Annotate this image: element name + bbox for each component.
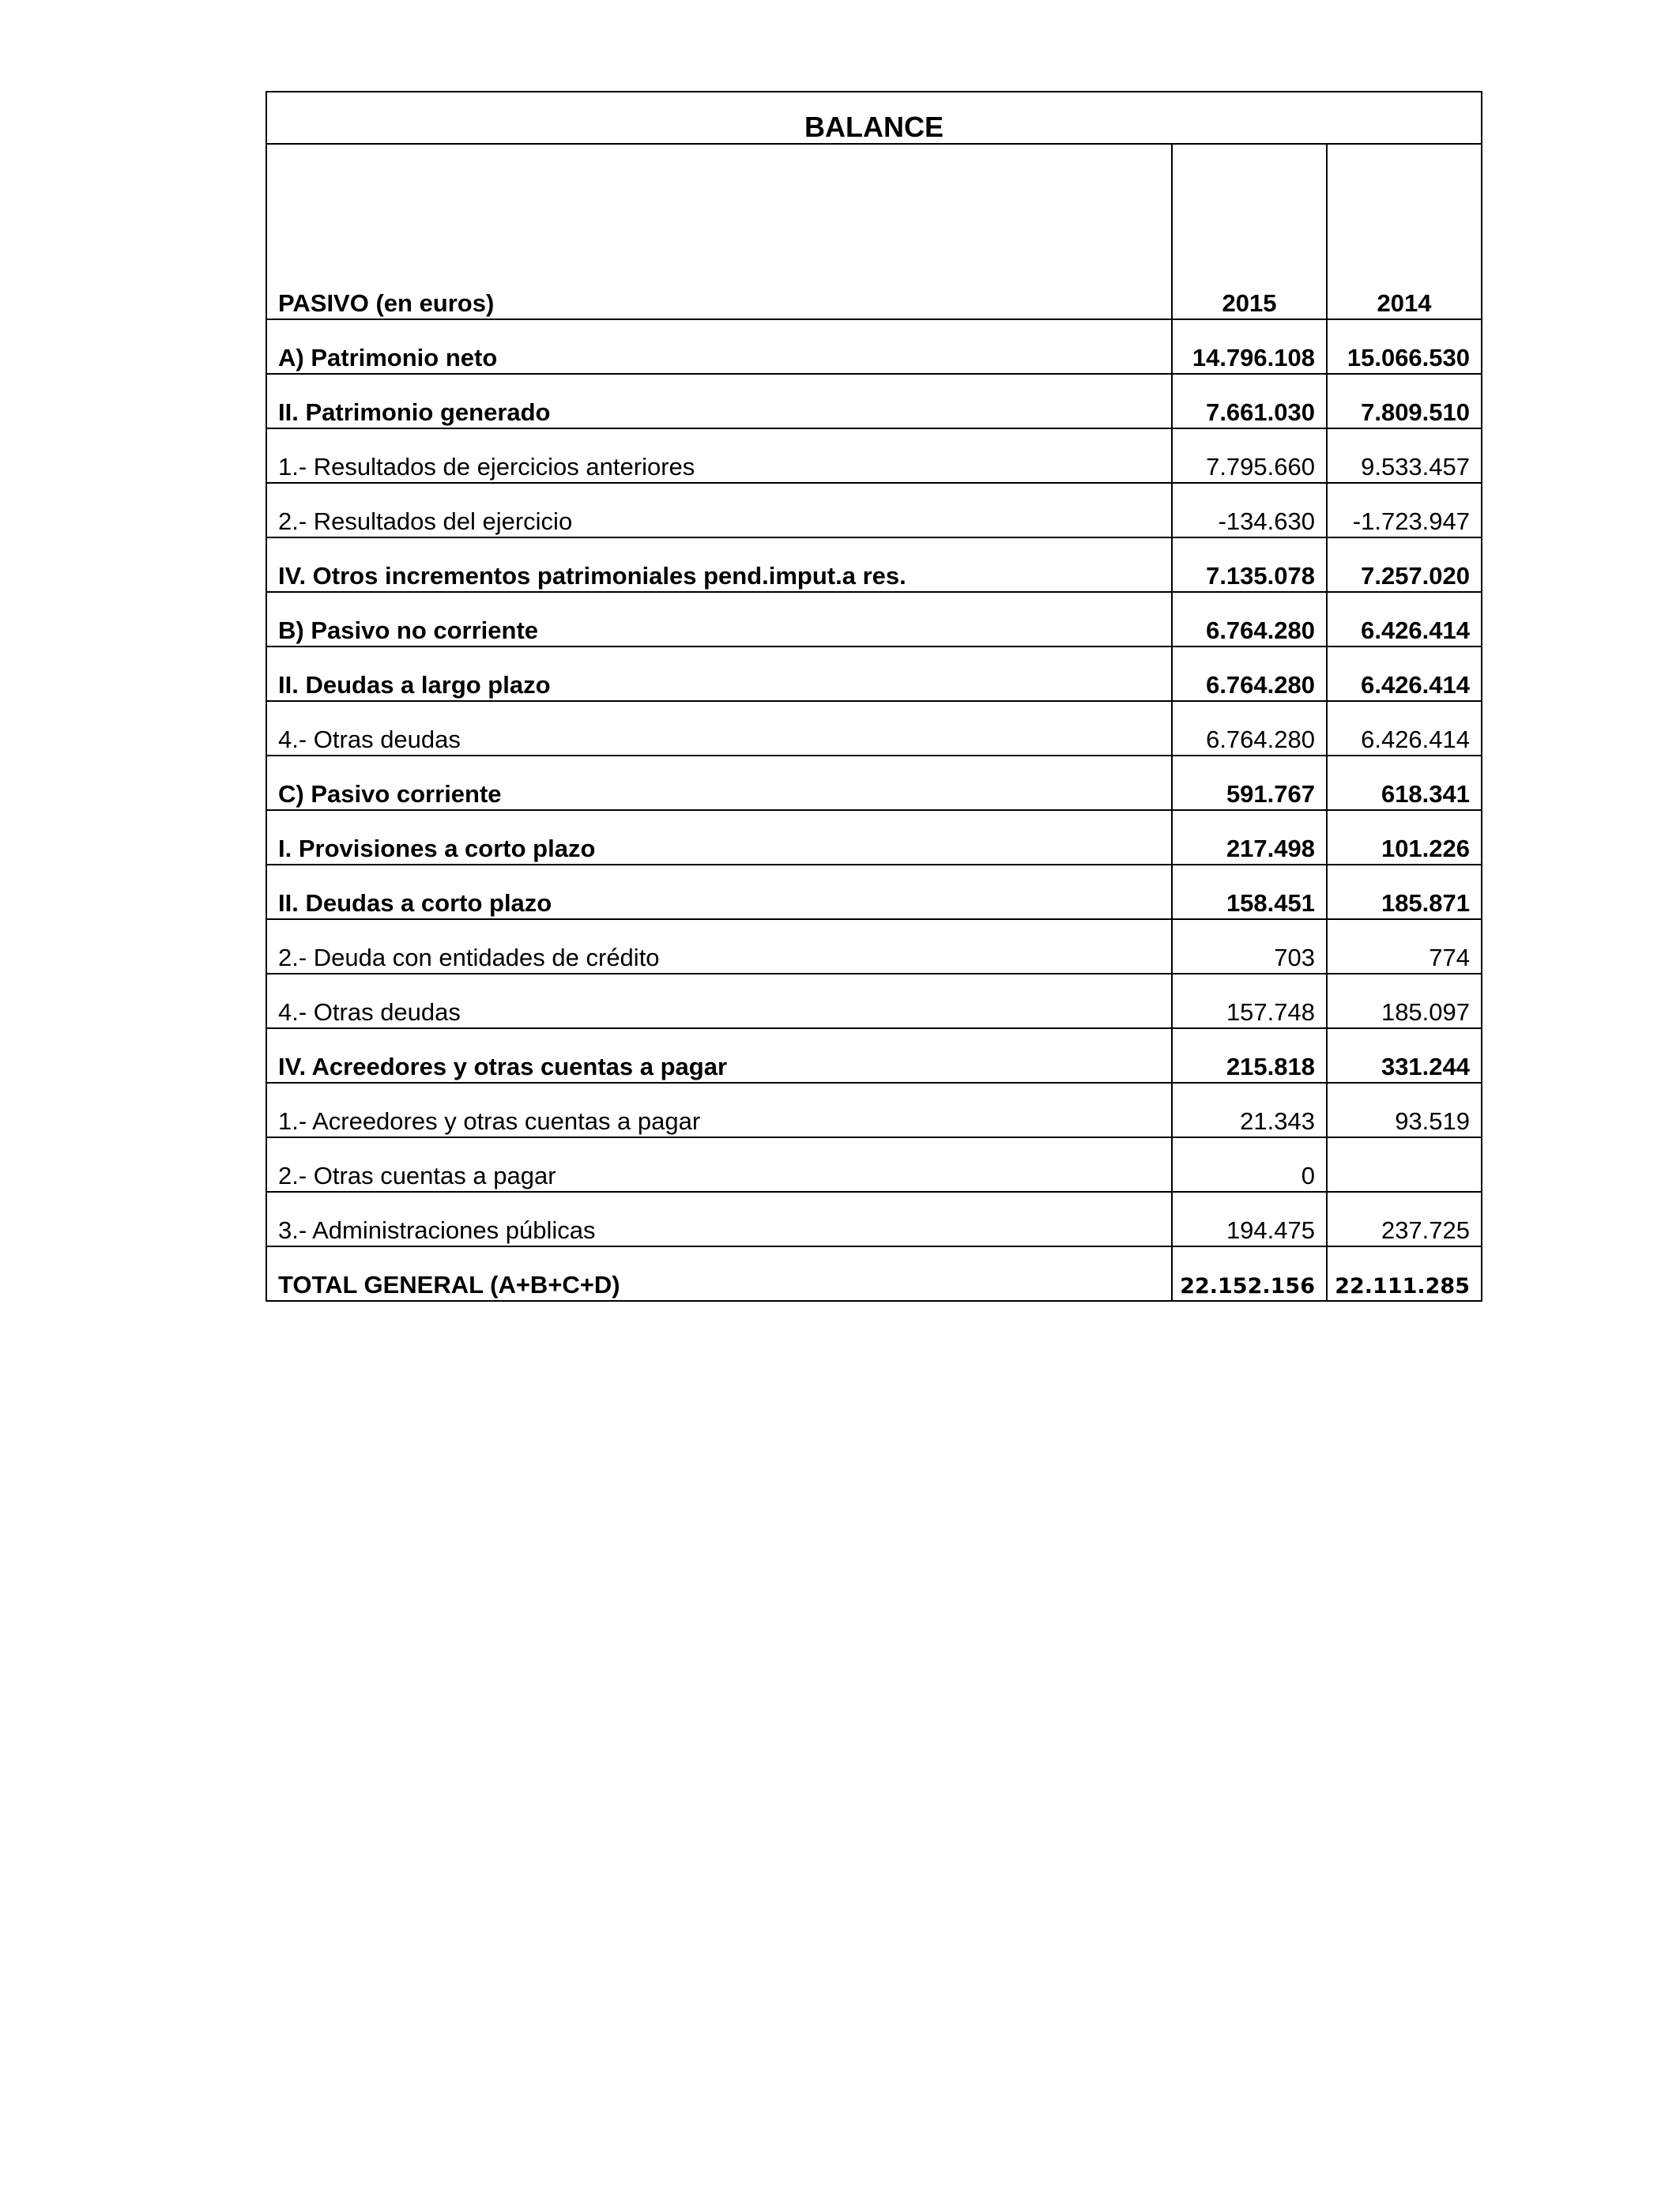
header-year-2014: 2014 — [1327, 144, 1482, 319]
row-value-2014: 331.244 — [1327, 1028, 1482, 1083]
row-value-2015: 194.475 — [1172, 1192, 1327, 1246]
row-label: 4.- Otras deudas — [266, 701, 1172, 756]
total-row — [266, 1246, 1482, 1301]
row-value-2014 — [1327, 1137, 1482, 1192]
row-label: A) Patrimonio neto — [266, 319, 1172, 374]
row-value-2015: 157.748 — [1172, 974, 1327, 1028]
balance-table-body — [266, 92, 1482, 1301]
row-label: B) Pasivo no corriente — [266, 592, 1172, 647]
title-row — [266, 92, 1482, 144]
row-value-2014: 6.426.414 — [1327, 647, 1482, 701]
row-value-2014: 7.257.020 — [1327, 537, 1482, 592]
table-row — [266, 756, 1482, 810]
row-label: I. Provisiones a corto plazo — [266, 810, 1172, 865]
table-row — [266, 865, 1482, 919]
row-value-2015: 217.498 — [1172, 810, 1327, 865]
row-value-2014: 9.533.457 — [1327, 428, 1482, 483]
table-row — [266, 1137, 1482, 1192]
row-value-2015: 6.764.280 — [1172, 592, 1327, 647]
row-value-2014: 237.725 — [1327, 1192, 1482, 1246]
row-value-2014: 22.111.285 — [1327, 1246, 1482, 1301]
row-label: II. Deudas a corto plazo — [266, 865, 1172, 919]
row-value-2015: 7.135.078 — [1172, 537, 1327, 592]
row-value-2014: 185.871 — [1327, 865, 1482, 919]
table-row — [266, 647, 1482, 701]
table-row — [266, 428, 1482, 483]
row-value-2014: 6.426.414 — [1327, 701, 1482, 756]
row-value-2015: 14.796.108 — [1172, 319, 1327, 374]
row-value-2014: 15.066.530 — [1327, 319, 1482, 374]
row-label: 4.- Otras deudas — [266, 974, 1172, 1028]
row-label: TOTAL GENERAL (A+B+C+D) — [266, 1246, 1172, 1301]
row-value-2015: 7.795.660 — [1172, 428, 1327, 483]
row-label: II. Deudas a largo plazo — [266, 647, 1172, 701]
row-label: 3.- Administraciones públicas — [266, 1192, 1172, 1246]
row-label: 2.- Deuda con entidades de crédito — [266, 919, 1172, 974]
table-row — [266, 319, 1482, 374]
row-value-2014: 93.519 — [1327, 1083, 1482, 1137]
row-label: C) Pasivo corriente — [266, 756, 1172, 810]
header-year-2015: 2015 — [1172, 144, 1327, 319]
table-row — [266, 919, 1482, 974]
row-label: II. Patrimonio generado — [266, 374, 1172, 428]
row-value-2015: 215.818 — [1172, 1028, 1327, 1083]
table-row — [266, 374, 1482, 428]
table-row — [266, 1028, 1482, 1083]
row-label: 2.- Otras cuentas a pagar — [266, 1137, 1172, 1192]
row-value-2015: 703 — [1172, 919, 1327, 974]
row-value-2014: 101.226 — [1327, 810, 1482, 865]
row-value-2014: -1.723.947 — [1327, 483, 1482, 537]
table-row — [266, 1192, 1482, 1246]
row-value-2015: 6.764.280 — [1172, 701, 1327, 756]
table-row — [266, 810, 1482, 865]
row-value-2015: 0 — [1172, 1137, 1327, 1192]
balance-table — [266, 91, 1482, 1302]
row-value-2015: 158.451 — [1172, 865, 1327, 919]
page-title: BALANCE — [266, 92, 1482, 144]
row-value-2015: 7.661.030 — [1172, 374, 1327, 428]
table-row — [266, 483, 1482, 537]
table-row — [266, 1083, 1482, 1137]
row-value-2014: 6.426.414 — [1327, 592, 1482, 647]
row-value-2014: 185.097 — [1327, 974, 1482, 1028]
table-row — [266, 592, 1482, 647]
header-row — [266, 144, 1482, 319]
table-row — [266, 701, 1482, 756]
row-label: 2.- Resultados del ejercicio — [266, 483, 1172, 537]
table-row — [266, 537, 1482, 592]
row-label: IV. Acreedores y otras cuentas a pagar — [266, 1028, 1172, 1083]
row-label: 1.- Resultados de ejercicios anteriores — [266, 428, 1172, 483]
row-value-2015: 591.767 — [1172, 756, 1327, 810]
row-label: 1.- Acreedores y otras cuentas a pagar — [266, 1083, 1172, 1137]
row-value-2014: 7.809.510 — [1327, 374, 1482, 428]
row-value-2015: -134.630 — [1172, 483, 1327, 537]
row-value-2015: 21.343 — [1172, 1083, 1327, 1137]
row-value-2014: 774 — [1327, 919, 1482, 974]
row-value-2014: 618.341 — [1327, 756, 1482, 810]
row-value-2015: 22.152.156 — [1172, 1246, 1327, 1301]
table-row — [266, 974, 1482, 1028]
row-label: IV. Otros incrementos patrimoniales pend.imput.a res. — [266, 537, 1172, 592]
row-value-2015: 6.764.280 — [1172, 647, 1327, 701]
header-label: PASIVO (en euros) — [266, 144, 1172, 319]
